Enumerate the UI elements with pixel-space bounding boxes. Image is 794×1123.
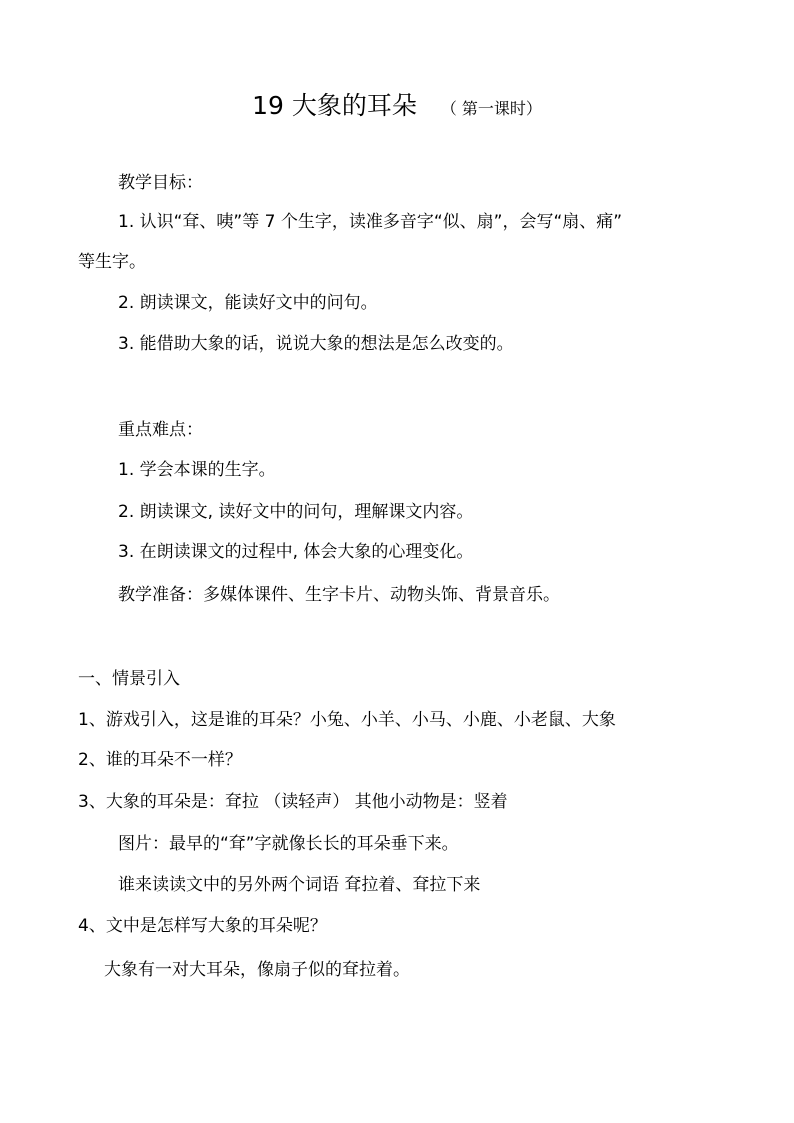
key-point-item-1: 1. 学会本课的生字。	[118, 460, 276, 480]
lesson-title	[0, 86, 794, 122]
lesson-title-subtitle: （ 第一课时）	[440, 99, 542, 118]
objective-item-1-line-1: 1. 认识“耷、咦”等 7 个生字，读准多音字“似、扇”，会写“扇、痛”	[118, 212, 623, 232]
key-point-item-2: 2. 朗读课文, 读好文中的问句，理解课文内容。	[118, 502, 474, 522]
objectives-heading: 教学目标：	[118, 173, 203, 193]
lesson-title-main: 19 大象的耳朵	[252, 91, 417, 120]
section-1-step-4-answer: 大象有一对大耳朵，像扇子似的耷拉着。	[104, 960, 410, 980]
objective-item-2: 2. 朗读课文，能读好文中的问句。	[118, 293, 378, 313]
objective-item-3: 3. 能借助大象的话，说说大象的想法是怎么改变的。	[118, 334, 514, 354]
section-1-step-4: 4、文中是怎样写大象的耳朵呢？	[78, 916, 327, 936]
key-points-heading: 重点难点：	[118, 420, 203, 440]
section-1-step-3-note-2: 谁来读读文中的另外两个词语 耷拉着、耷拉下来	[118, 875, 481, 895]
objective-item-1-line-2: 等生字。	[78, 252, 146, 272]
section-1-step-3: 3、大象的耳朵是：耷拉 （读轻声） 其他小动物是：竖着	[78, 792, 508, 812]
section-1-heading: 一、情景引入	[78, 669, 180, 689]
section-1-step-2: 2、谁的耳朵不一样？	[78, 750, 242, 770]
key-point-item-3: 3. 在朗读课文的过程中, 体会大象的心理变化。	[118, 542, 474, 562]
section-1-step-3-note-1: 图片：最早的“耷”字就像长长的耳朵垂下来。	[118, 834, 459, 854]
section-1-step-1: 1、游戏引入，这是谁的耳朵？小兔、小羊、小马、小鹿、小老鼠、大象	[78, 710, 616, 730]
teaching-preparation: 教学准备：多媒体课件、生字卡片、动物头饰、背景音乐。	[118, 585, 560, 605]
